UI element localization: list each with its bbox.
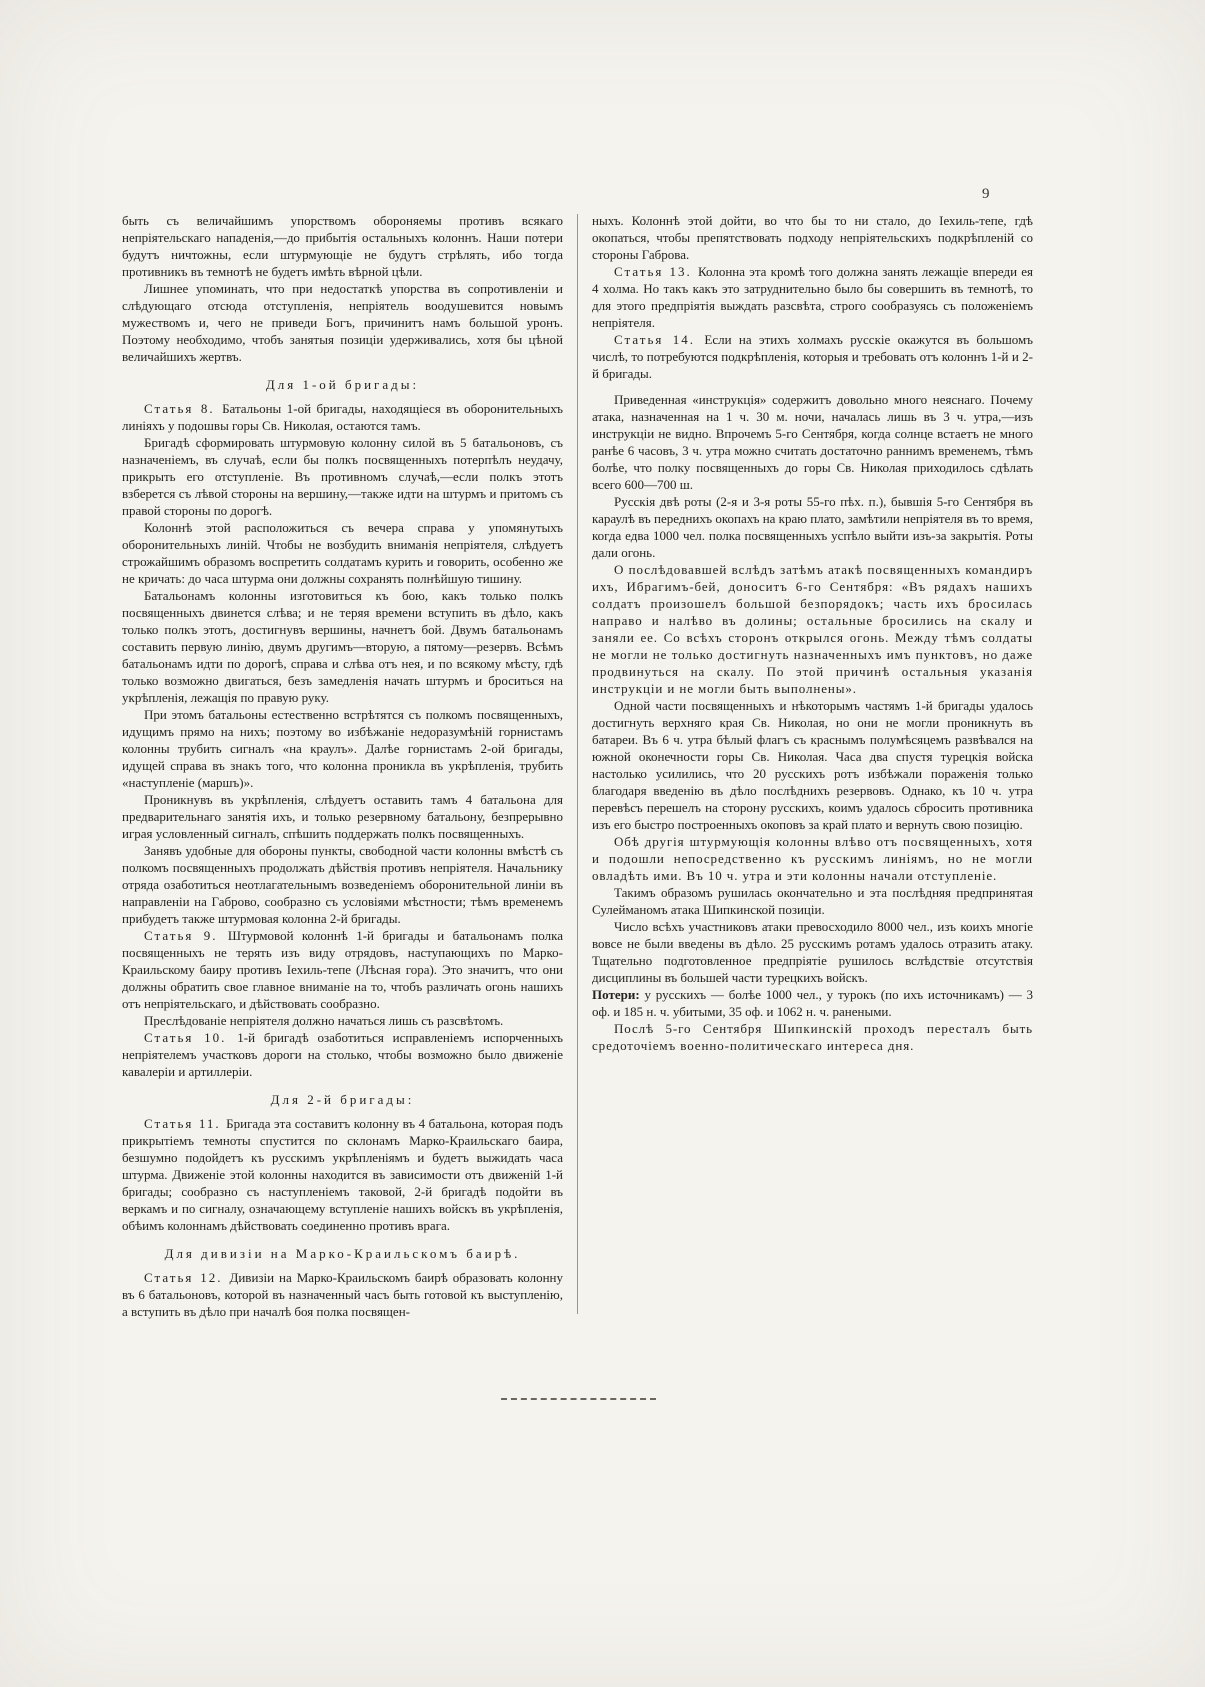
footer: [122, 1390, 1034, 1408]
section-heading: Для 2-й бригады:: [270, 1092, 415, 1107]
paragraph-lead: Статья 8.: [144, 401, 223, 416]
page-content: [122, 212, 1034, 1320]
paragraph: Приведенная «инструкція» содержитъ довольно много неяснаго. Почему атака, назначенная на 1 ч. 30 м. ночи, началась лишь въ 3 ч. утра,—изъ инструкціи не видно. Впрочемъ 5-го Сентября, когда солнце встаетъ не много ранѣе 6 часовъ, 3 ч. утра можно считать достаточно раннимъ временемъ, тѣмъ болѣе, что полку посвященныхъ до горы Св. Николая приходилось сдѣлать всего 600—700 ш.: [592, 392, 1033, 492]
paragraph: Колоннѣ этой расположиться съ вечера справа у упомянутыхъ оборонительныхъ линій. Чтобы не возбудить вниманія непріятеля, слѣдуетъ строжайшимъ образомъ воспретить солдатамъ курить и говорить, особенно же не кричать: до часа штурма они должны сохранять полнѣйшую тишину.: [122, 520, 563, 586]
paragraph: Статья 10. 1-й бригадѣ озаботиться исправленіемъ испорченныхъ непріятелемъ участковъ дороги на столько, чтобы возможно было движеніе кавалеріи и артиллеріи.: [122, 1030, 563, 1079]
paragraph: Русскія двѣ роты (2-я и 3-я роты 55-го пѣх. п.), бывшія 5-го Сентября въ караулѣ въ переднихъ окопахъ на краю плато, замѣтили непріятеля въ то время, когда едва 1000 чел. полка посвященныхъ успѣло выйти изъ-за закрытія. Роты дали огонь.: [592, 494, 1033, 560]
paragraph-lead: Статья 12.: [144, 1270, 230, 1285]
paragraph-lead: Статья 9.: [144, 928, 228, 943]
paragraph-lead: Статья 13.: [614, 264, 699, 279]
end-divider-rule: [501, 1398, 656, 1400]
paragraph: При этомъ батальоны естественно встрѣтятся съ полкомъ посвященныхъ, идущимъ прямо на нихъ; поэтому во избѣжаніе недоразумѣній горнистамъ колонны трубить сигналъ «на краулъ». Далѣе горнистамъ 2-ой бригады, идущей справа въ знакъ того, что колонна проникла въ укрѣпленія, трубить «наступленіе (маршъ)».: [122, 707, 563, 790]
paragraph: Статья 8. Батальоны 1-ой бригады, находящіеся въ оборонительныхъ линіяхъ у подошвы горы Св. Николая, остаются тамъ.: [122, 401, 563, 433]
paragraph: Лишнее упоминать, что при недостаткѣ упорства въ сопротивленіи и слѣдующаго отсюда отступленія, непріятель воодушевится новымъ мужествомъ и, чего не приведи Богъ, причинитъ намъ большой уронъ. Поэтому необходимо, чтобъ занятыя позиціи удерживались, хотя бы цѣной величайшихъ жертвъ.: [122, 281, 563, 364]
column-divider: [577, 214, 578, 1314]
paragraph: быть съ величайшимъ упорствомъ обороняемы противъ всякаго непріятельскаго нападенія,—до прибытія остальныхъ колоннъ. Наши потери будутъ ничтожны, если штурмующіе не будутъ стрѣлять, ибо тогда противникъ въ темнотѣ не будетъ имѣть вѣрной цѣли.: [122, 213, 563, 279]
paragraph: Статья 12. Дивизіи на Марко-Краильскомъ баирѣ образовать колонну въ 6 батальоновъ, которой въ назначенный часъ быть готовой къ выступленію, а вступить въ дѣло при началѣ боя полка посвящен-: [122, 1270, 563, 1319]
paragraph: Проникнувъ въ укрѣпленія, слѣдуетъ оставить тамъ 4 батальона для предварительнаго занятія ихъ, и только резервному батальону, безпрерывно играя условленный сигналъ, спѣшить поддержать полкъ посвященныхъ.: [122, 792, 563, 841]
paragraph: Послѣ 5-го Сентября Шипкинскій проходъ пересталъ быть средоточіемъ военно-политическаго интереса дня.: [592, 1021, 1033, 1053]
paragraph: Обѣ другія штурмующія колонны влѣво отъ посвященныхъ, хотя и подошли непосредственно къ русскимъ линіямъ, но не могли овладѣть ими. Въ 10 ч. утра и эти колонны начали отступленіе.: [592, 834, 1033, 883]
paragraph-lead: Статья 11.: [144, 1116, 227, 1131]
paragraph: ныхъ. Колоннѣ этой дойти, во что бы то ни стало, до Іехиль-тепе, гдѣ окопаться, чтобы препятствовать подходу непріятельскихъ подкрѣпленій со стороны Габрова.: [592, 213, 1033, 262]
section-heading: Для 1-ой бригады:: [265, 377, 420, 392]
paragraph: Статья 14. Если на этихъ холмахъ русскіе окажутся въ большомъ числѣ, то потребуются подкрѣпленія, которыя и требовать отъ колоннъ 1-й и 2-й бригады.: [592, 332, 1033, 381]
paragraph: Одной части посвященныхъ и нѣкоторымъ частямъ 1-й бригады удалось достигнуть верхняго края Св. Николая, но они не могли проникнуть въ батареи. Въ 6 ч. утра бѣлый флагъ съ краснымъ полумѣсяцемъ развѣвался на южной оконечности горы Св. Николая. Часа два спустя турецкія войска настолько усилились, что 20 русскихъ ротъ избѣжали пораженія только благодаря введенію въ дѣло послѣднихъ резервовъ. Однако, къ 10 ч. утра перевѣсъ перешелъ на сторону русскихъ, коимъ удалось сбросить противника изъ его быстро построенныхъ окоповъ за край плато и вернуть свою позицію.: [592, 698, 1033, 832]
paragraph-lead: Статья 10.: [144, 1030, 238, 1045]
paragraph: Преслѣдованіе непріятеля должно начаться лишь съ разсвѣтомъ.: [144, 1013, 504, 1028]
paragraph: Статья 11. Бригада эта составитъ колонну въ 4 батальона, которая подъ прикрытіемъ темноты спустится по склонамъ Марко-Краильскаго баира, безшумно подойдетъ къ русскимъ укрѣпленіямъ и будетъ выжидать часа штурма. Движеніе этой колонны находится въ зависимости отъ движеній 1-й бригады; сообразно съ наступленіемъ таковой, 2-й бригадѣ подойти въ веркамъ и по сигналу, означающему вступленіе нашихъ войскъ въ укрѣпленія, обѣимъ колоннамъ дѣйствовать соединенно противъ врага.: [122, 1116, 563, 1233]
paragraph: Потери: у русскихъ — болѣе 1000 чел., у турокъ (по ихъ источникамъ) — 3 оф. и 185 н. ч. убитыми, 35 оф. и 1062 н. ч. ранеными.: [592, 987, 1033, 1019]
left-column: [122, 212, 563, 1320]
paragraph: Такимъ образомъ рушилась окончательно и эта послѣдняя предпринятая Сулейманомъ атака Шипкинской позиціи.: [592, 885, 1033, 917]
paragraph: Батальонамъ колонны изготовиться къ бою, какъ только полкъ посвященныхъ двинется слѣва; и не теряя времени вступить въ дѣло, какъ только полкъ этотъ, достигнувъ вершины, начнетъ бой. Двумъ батальонамъ составить первую линію, двумъ другимъ—вторую, а пятому—резервъ. Всѣмъ батальонамъ идти по дорогѣ, справа и слѣва отъ нея, и по всякому мѣсту, гдѣ только возможно двигаться, безъ замедленія начать штурмъ и броситься на укрѣпленія, лежащія по правую руку.: [122, 588, 563, 705]
paragraph: Статья 9. Штурмовой колоннѣ 1-й бригады и батальонамъ полка посвященныхъ не терять изъ виду отрядовъ, наступающихъ по Марко-Краильскому баиру противъ Іехиль-тепе (Лѣсная гора). Это значитъ, что они должны обратить свое главное вниманіе на то, чтобъ различать огонь нашихъ отъ непріятельскаго, и дѣйствовать сообразно.: [122, 928, 563, 1011]
paragraph: Число всѣхъ участниковъ атаки превосходило 8000 чел., изъ коихъ многіе вовсе не были введены въ дѣло. 25 русскимъ ротамъ удалось отразить атаку. Тщательно подготовленное предпріятіе рушилось вслѣдствіе отсутствія дисциплины въ большей части турецкихъ войскъ.: [592, 919, 1033, 985]
page-number: 9: [982, 186, 990, 202]
paragraph: Статья 13. Колонна эта кромѣ того должна занять лежащіе впереди ея 4 холма. Но такъ какъ это затруднительно было бы совершить въ темнотѣ, то для этого предпріятія выждать разсвѣта, строго сообразуясь съ положеніемъ непріятеля.: [592, 264, 1033, 330]
paragraph-lead: Статья 14.: [614, 332, 705, 347]
section-heading: Для дивизіи на Марко-Краильскомъ баирѣ.: [164, 1246, 521, 1261]
paragraph: О послѣдовавшей вслѣдъ затѣмъ атакѣ посвященныхъ командиръ ихъ, Ибрагимъ-бей, доноситъ 6-го Сентября: «Въ рядахъ нашихъ солдатъ произошелъ большой безпорядокъ; часть ихъ бросилась направо и налѣво въ долины; остальные бросились на скалу и заняли ее. Со всѣхъ сторонъ открылся огонь. Между тѣмъ солдаты не могли не только достигнуть назначенныхъ имъ пунктовъ, но даже продвинуться на скалу. По этой причинѣ остальныя указанія инструкціи и не могли быть выполнены».: [592, 562, 1033, 696]
right-column: [592, 212, 1033, 1320]
paragraph: Занявъ удобные для обороны пункты, свободной части колонны вмѣстѣ съ полкомъ посвященныхъ продолжать дѣйствія противъ непріятеля. Начальнику отряда озаботиться неотлагательнымъ возведеніемъ оборонительной линіи въ направленіи на Габрово, сообразно съ условіями мѣстности; тѣмъ временемъ прибудетъ также штурмовая колонна 2-й бригады.: [122, 843, 563, 926]
paragraph-lead: Потери:: [592, 987, 645, 1002]
paragraph: Бригадѣ сформировать штурмовую колонну силой въ 5 батальоновъ, съ назначеніемъ, въ случаѣ, если бы полкъ посвященныхъ потерпѣлъ неудачу, прикрыть его отступленіе. Въ противномъ случаѣ,—если полкъ этотъ взберется съ лѣвой стороны на вершину,—также идти на штурмъ и притомъ съ правой стороны по дорогѣ.: [122, 435, 563, 518]
